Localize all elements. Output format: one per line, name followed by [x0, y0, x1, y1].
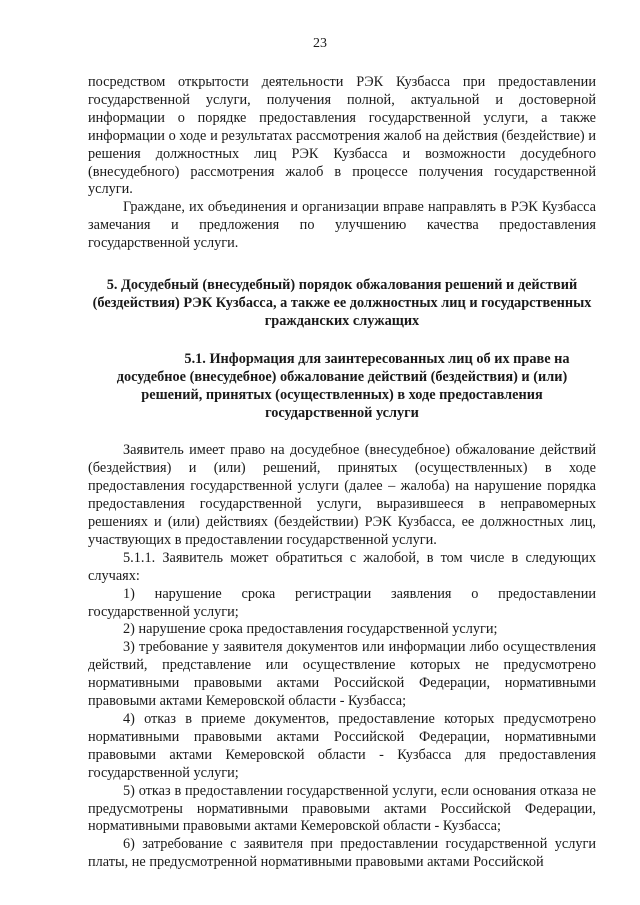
list-item-4: 4) отказ в приеме документов, предоставление которых предусмотрено нормативными правовыми актами Российской Федерации, нормативными правовыми актами Кемеровской области - Кузбасса для предоставления государственной услуги;: [88, 711, 596, 781]
document-body: [88, 74, 596, 872]
section-heading-5: 5. Досудебный (внесудебный) порядок обжалования решений и действий (бездействия) РЭК Кузбасса, а также ее должностных лиц и государственных гражданских служащих: [92, 277, 592, 329]
list-item-1: 1) нарушение срока регистрации заявления о предоставлении государственной услуги;: [88, 585, 596, 620]
list-item-2: 2) нарушение срока предоставления государственной услуги;: [123, 621, 498, 638]
paragraph-appeal-right: Заявитель имеет право на досудебное (внесудебное) обжалование действий (бездействия) и (или) решений, принятых (осуществленных) в ходе предоставления государственной услуги (далее – жалоба) на нарушение порядка предоставления государственной услуги, выразившееся в неправомерных решениях и (или) действиях (бездействии) РЭК Кузбасса, ее должностных лиц, участвующих в предоставлении государственной услуги.: [88, 442, 596, 548]
page-number: 23: [313, 36, 327, 51]
subsection-heading-5-1: 5.1. Информация для заинтересованных лиц об их праве на досудебное (внесудебное) обжалование действий (бездействия) и (или) решений, принятых (осуществленных) в ходе предоставления государственной услуги: [116, 350, 570, 421]
paragraph-feedback: Граждане, их объединения и организации вправе направлять в РЭК Кузбасса замечания и предложения по улучшению качества предоставления государственной услуги.: [88, 199, 596, 252]
list-item-3: 3) требование у заявителя документов или информации либо осуществления действий, представление или осуществление которых не предусмотрено нормативными правовыми актами Российской Федерации, нормативными правовыми актами Кемеровской области - Кузбасса;: [88, 639, 596, 710]
list-item-5: 5) отказ в предоставлении государственной услуги, если основания отказа не предусмотрены нормативными правовыми актами Российской Федерации, нормативными правовыми актами Кемеровской области - Кузбасса;: [88, 782, 596, 835]
paragraph-5-1-1: 5.1.1. Заявитель может обратиться с жалобой, в том числе в следующих случаях:: [88, 549, 596, 584]
list-item-6: 6) затребование с заявителя при предоставлении государственной услуги платы, не предусмотренной нормативными правовыми актами Российской: [88, 836, 596, 871]
paragraph-continuation: посредством открытости деятельности РЭК Кузбасса при предоставлении государственной услуги, получения полной, актуальной и достоверной информации о порядке предоставления государственной услуги, а также информации о ходе и результатах рассмотрения жалоб на действия (бездействие) и решения должностных лиц РЭК Кузбасса и возможности досудебного (внесудебного) рассмотрения жалоб в процессе получения государственной услуги.: [88, 74, 596, 198]
